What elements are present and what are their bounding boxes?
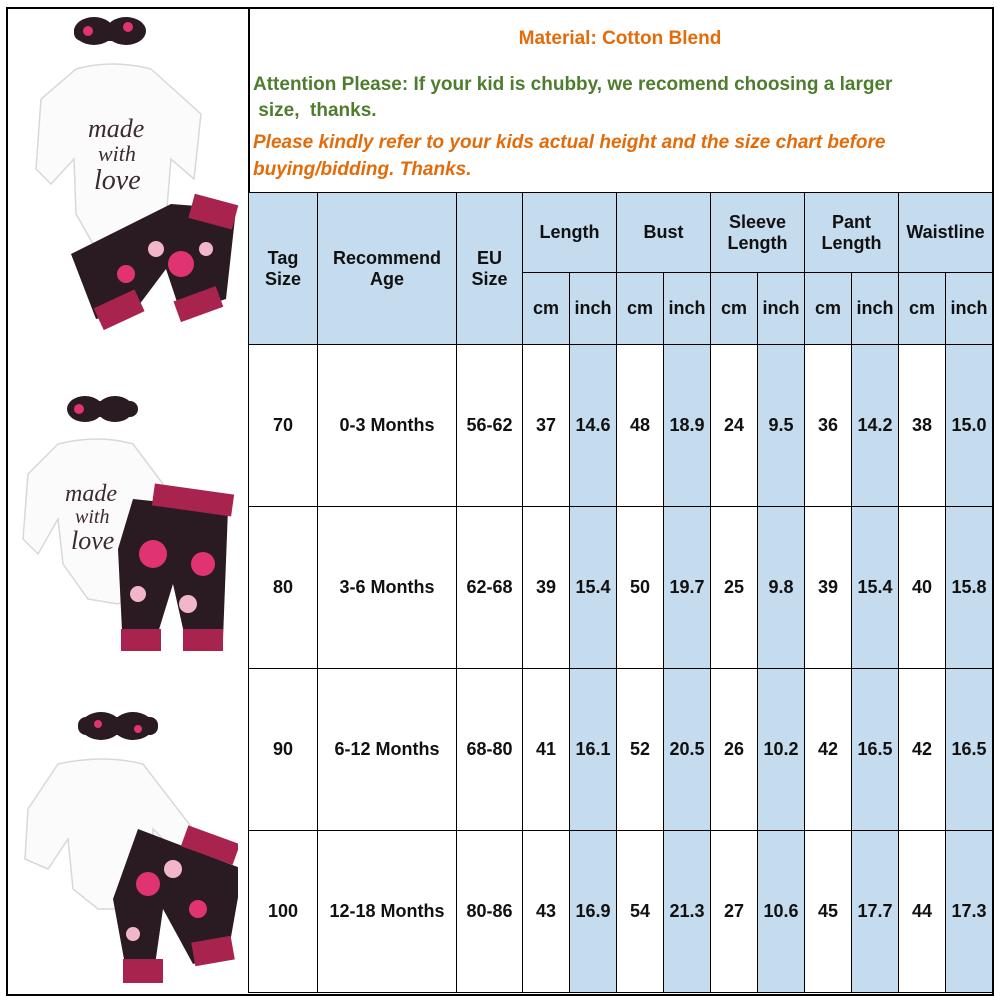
cell-age: 6-12 Months bbox=[318, 669, 457, 831]
cell-eu-size: 80-86 bbox=[457, 831, 523, 993]
cell-age: 0-3 Months bbox=[318, 345, 457, 507]
cell-eu-size: 68-80 bbox=[457, 669, 523, 831]
cell-tag-size: 90 bbox=[249, 669, 318, 831]
outfit-image-2 bbox=[13, 389, 238, 669]
cell-sleeve-inch: 10.6 bbox=[758, 831, 805, 993]
header-text: EU bbox=[476, 247, 502, 268]
refer-note bbox=[253, 129, 885, 183]
cell-sleeve-cm: 24 bbox=[711, 345, 758, 507]
print-text: made bbox=[65, 481, 117, 507]
cell-waist-cm: 44 bbox=[899, 831, 946, 993]
cell-eu-size: 56-62 bbox=[457, 345, 523, 507]
unit-cm: cm bbox=[617, 273, 664, 345]
header-text: Sleeve bbox=[728, 211, 787, 232]
unit-inch: inch bbox=[758, 273, 805, 345]
headband-icon bbox=[78, 712, 158, 740]
header-text: Recommend bbox=[332, 247, 442, 268]
cell-pant-cm: 36 bbox=[805, 345, 852, 507]
product-images-column bbox=[8, 9, 250, 992]
cell-bust-inch: 20.5 bbox=[664, 669, 711, 831]
attention-line: Attention Please: If your kid is chubby, we recomend choosing a larger bbox=[253, 74, 893, 95]
cell-waist-inch: 15.0 bbox=[946, 345, 993, 507]
cell-waist-cm: 38 bbox=[899, 345, 946, 507]
header-pant-length bbox=[805, 193, 899, 273]
cell-length-inch: 16.1 bbox=[570, 669, 617, 831]
cell-bust-inch: 18.9 bbox=[664, 345, 711, 507]
cell-sleeve-inch: 10.2 bbox=[758, 669, 805, 831]
cell-sleeve-cm: 27 bbox=[711, 831, 758, 993]
header-bust: Bust bbox=[617, 193, 711, 273]
cell-sleeve-inch: 9.5 bbox=[758, 345, 805, 507]
cell-waist-cm: 42 bbox=[899, 669, 946, 831]
cell-sleeve-inch: 9.8 bbox=[758, 507, 805, 669]
table-row bbox=[249, 507, 993, 669]
cell-age: 3-6 Months bbox=[318, 507, 457, 669]
header-eu-size bbox=[457, 193, 523, 345]
cell-length-cm: 43 bbox=[523, 831, 570, 993]
refer-line: buying/bidding. Thanks. bbox=[253, 159, 472, 180]
unit-inch: inch bbox=[664, 273, 711, 345]
cell-pant-inch: 17.7 bbox=[852, 831, 899, 993]
header-waistline: Waistline bbox=[899, 193, 993, 273]
cell-waist-inch: 16.5 bbox=[946, 669, 993, 831]
cell-bust-cm: 48 bbox=[617, 345, 664, 507]
header-text: Length bbox=[821, 232, 882, 253]
header-text: Length bbox=[727, 232, 788, 253]
header-length: Length bbox=[523, 193, 617, 273]
unit-cm: cm bbox=[523, 273, 570, 345]
cell-eu-size: 62-68 bbox=[457, 507, 523, 669]
cell-sleeve-cm: 25 bbox=[711, 507, 758, 669]
unit-cm: cm bbox=[805, 273, 852, 345]
cell-pant-cm: 45 bbox=[805, 831, 852, 993]
cell-length-cm: 39 bbox=[523, 507, 570, 669]
header-sleeve-length bbox=[711, 193, 805, 273]
header-tag-size bbox=[249, 193, 318, 345]
cell-bust-cm: 54 bbox=[617, 831, 664, 993]
cell-waist-inch: 15.8 bbox=[946, 507, 993, 669]
header-text: Age bbox=[369, 268, 404, 289]
cell-length-cm: 41 bbox=[523, 669, 570, 831]
cell-pant-inch: 16.5 bbox=[852, 669, 899, 831]
refer-line: Please kindly refer to your kids actual height and the size chart before bbox=[253, 132, 886, 153]
unit-inch: inch bbox=[570, 273, 617, 345]
print-text: made bbox=[88, 114, 145, 143]
cell-length-cm: 37 bbox=[523, 345, 570, 507]
cell-length-inch: 14.6 bbox=[570, 345, 617, 507]
cell-waist-cm: 40 bbox=[899, 507, 946, 669]
header-text: Tag bbox=[267, 247, 299, 268]
cell-length-inch: 15.4 bbox=[570, 507, 617, 669]
attention-line: size, thanks. bbox=[253, 100, 377, 121]
size-chart-table bbox=[248, 192, 993, 993]
cell-pant-inch: 14.2 bbox=[852, 345, 899, 507]
outfit-image-1 bbox=[16, 9, 241, 339]
print-text: love bbox=[94, 165, 141, 196]
cell-tag-size: 80 bbox=[249, 507, 318, 669]
unit-cm: cm bbox=[711, 273, 758, 345]
header-text: Size bbox=[471, 268, 508, 289]
headband-icon bbox=[67, 396, 138, 422]
cell-tag-size: 100 bbox=[249, 831, 318, 993]
cell-bust-cm: 50 bbox=[617, 507, 664, 669]
cell-pant-cm: 42 bbox=[805, 669, 852, 831]
cell-bust-cm: 52 bbox=[617, 669, 664, 831]
table-row bbox=[249, 345, 993, 507]
print-text: with bbox=[98, 141, 136, 166]
cell-age: 12-18 Months bbox=[318, 831, 457, 993]
header-recommend-age bbox=[318, 193, 457, 345]
material-text: Material: Cotton Blend bbox=[518, 28, 722, 49]
header-text: Pant bbox=[831, 211, 871, 232]
cell-waist-inch: 17.3 bbox=[946, 831, 993, 993]
cell-length-inch: 16.9 bbox=[570, 831, 617, 993]
unit-cm: cm bbox=[899, 273, 946, 345]
outfit-image-3 bbox=[13, 709, 238, 999]
attention-note bbox=[253, 72, 892, 124]
table-row bbox=[249, 669, 993, 831]
header-text: Size bbox=[264, 268, 302, 289]
cell-pant-inch: 15.4 bbox=[852, 507, 899, 669]
cell-pant-cm: 39 bbox=[805, 507, 852, 669]
unit-inch: inch bbox=[852, 273, 899, 345]
table-row bbox=[249, 831, 993, 993]
info-header bbox=[250, 9, 990, 194]
unit-inch: inch bbox=[946, 273, 993, 345]
print-text: with bbox=[75, 506, 110, 528]
print-text: love bbox=[71, 526, 115, 555]
cell-bust-inch: 19.7 bbox=[664, 507, 711, 669]
cell-bust-inch: 21.3 bbox=[664, 831, 711, 993]
cell-tag-size: 70 bbox=[249, 345, 318, 507]
headband-icon bbox=[74, 17, 146, 45]
cell-sleeve-cm: 26 bbox=[711, 669, 758, 831]
